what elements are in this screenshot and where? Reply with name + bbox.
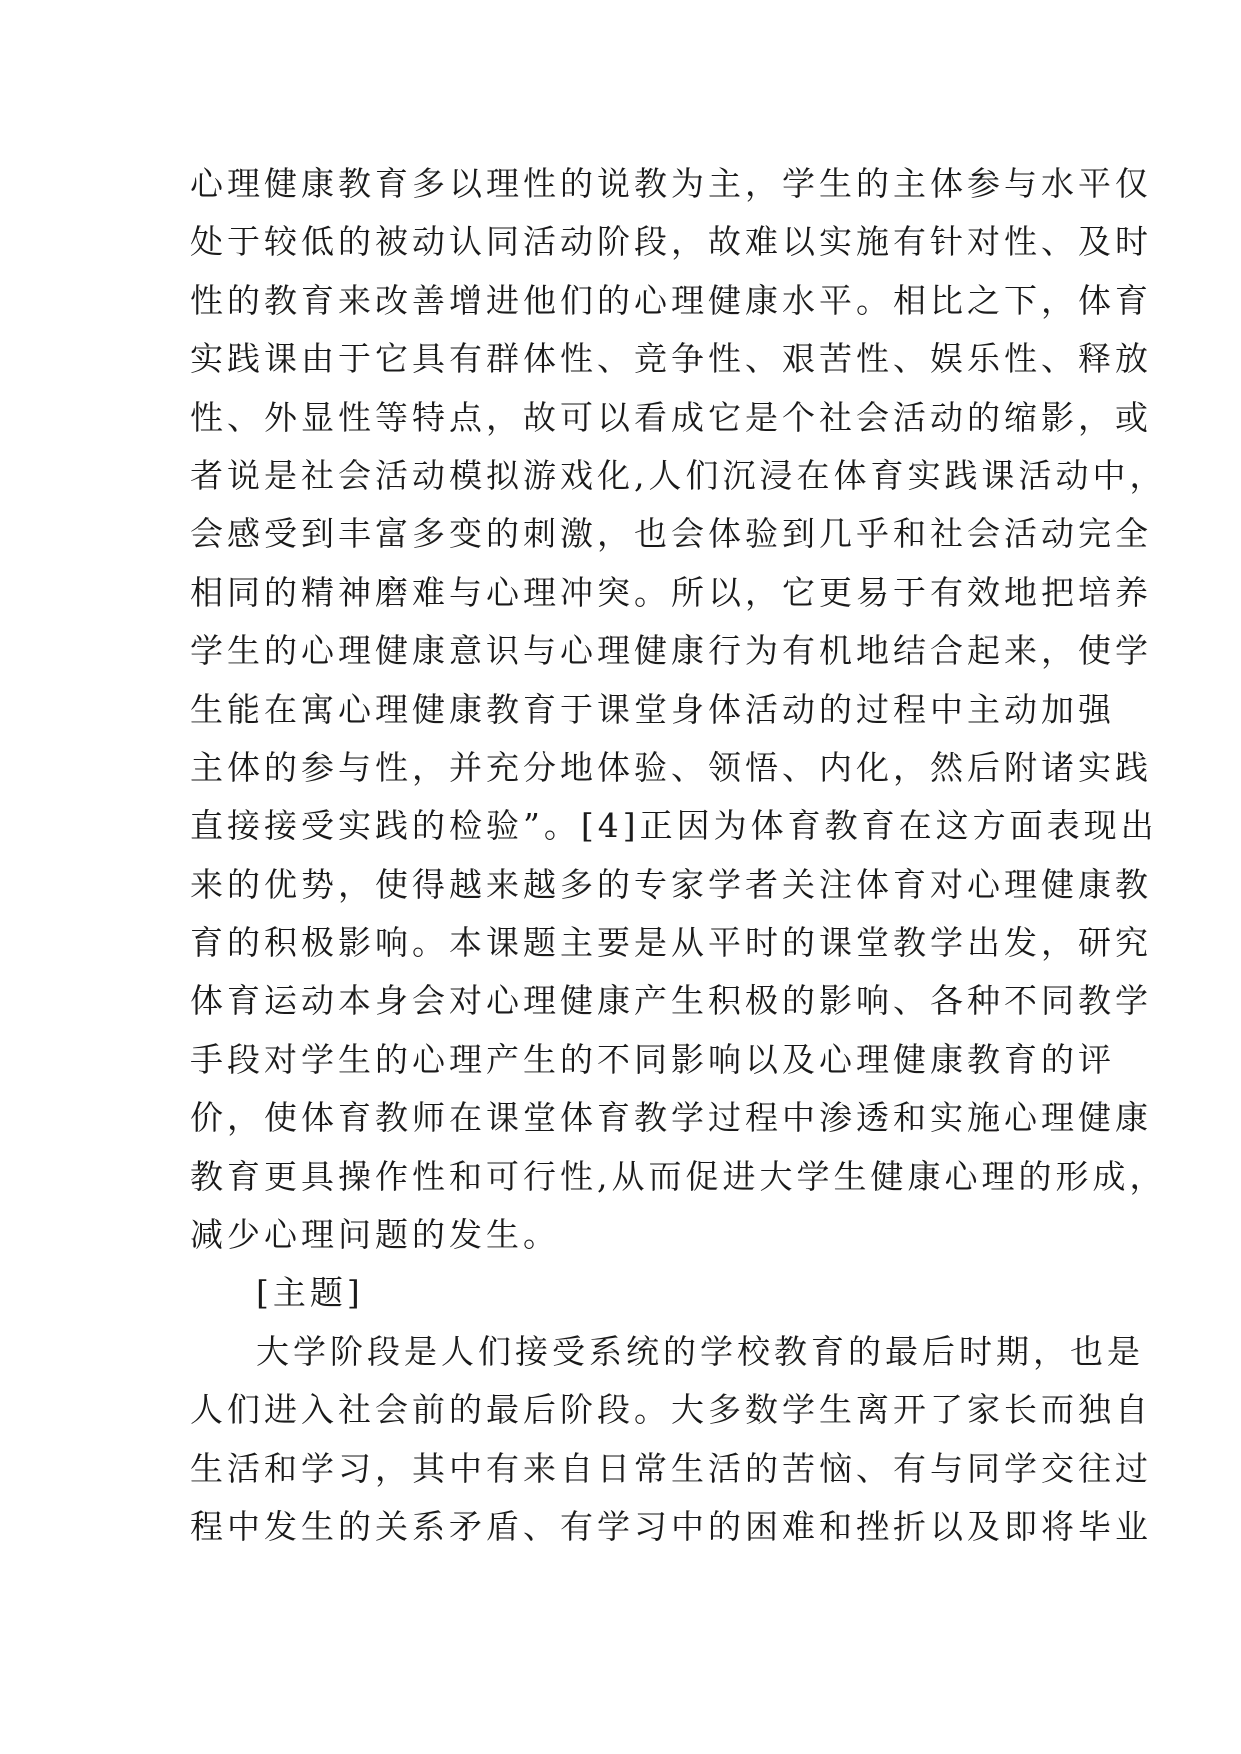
text-line: 程中发生的关系矛盾、有学习中的困难和挫折以及即将毕业 xyxy=(190,1506,1152,1546)
text-line: 性的教育来改善增进他们的心理健康水平。相比之下，体育 xyxy=(190,280,1152,320)
text-line: 处于较低的被动认同活动阶段，故难以实施有针对性、及时 xyxy=(190,222,1152,262)
text-line: 生能在寓心理健康教育于课堂身体活动的过程中主动加强 xyxy=(190,689,1115,729)
text-line: 体育运动本身会对心理健康产生积极的影响、各种不同教学 xyxy=(190,981,1152,1021)
text-line: 人们进入社会前的最后阶段。大多数学生离开了家长而独自 xyxy=(190,1390,1152,1430)
text-line: 生活和学习，其中有来自日常生活的苦恼、有与同学交往过 xyxy=(190,1448,1152,1488)
body-text xyxy=(190,155,1167,1556)
text-line: 直接接受实践的检验”。[4]正因为体育教育在这方面表现出 xyxy=(190,806,1158,846)
text-line: 学生的心理健康意识与心理健康行为有机地结合起来，使学 xyxy=(190,631,1152,671)
text-line: 会感受到丰富多变的刺激，也会体验到几乎和社会活动完全 xyxy=(190,514,1152,554)
text-line: 大学阶段是人们接受系统的学校教育的最后时期，也是 xyxy=(256,1331,1144,1371)
text-line: 心理健康教育多以理性的说教为主，学生的主体参与水平仅 xyxy=(190,164,1152,203)
text-line: 手段对学生的心理产生的不同影响以及心理健康教育的评 xyxy=(190,1039,1115,1079)
text-line: 者说是社会活动模拟游戏化,人们沉浸在体育实践课活动中， xyxy=(190,455,1167,495)
text-line: 来的优势，使得越来越多的专家学者关注体育对心理健康教 xyxy=(190,864,1152,904)
text-line: 价，使体育教师在课堂体育教学过程中渗透和实施心理健康 xyxy=(190,1098,1152,1138)
text-line: 性、外显性等特点，故可以看成它是个社会活动的缩影，或 xyxy=(190,397,1152,437)
text-line: 主体的参与性，并充分地体验、领悟、内化，然后附诸实践 xyxy=(190,747,1152,787)
text-line: 教育更具操作性和可行性,从而促进大学生健康心理的形成， xyxy=(190,1156,1167,1196)
text-line: 实践课由于它具有群体性、竞争性、艰苦性、娱乐性、释放 xyxy=(190,339,1152,379)
section-heading: [主题] xyxy=(256,1273,364,1313)
text-line: 育的积极影响。本课题主要是从平时的课堂教学出发，研究 xyxy=(190,923,1152,963)
text-line: 相同的精神磨难与心理冲突。所以，它更易于有效地把培养 xyxy=(190,572,1152,612)
text-line: 减少心理问题的发生。 xyxy=(190,1215,560,1255)
